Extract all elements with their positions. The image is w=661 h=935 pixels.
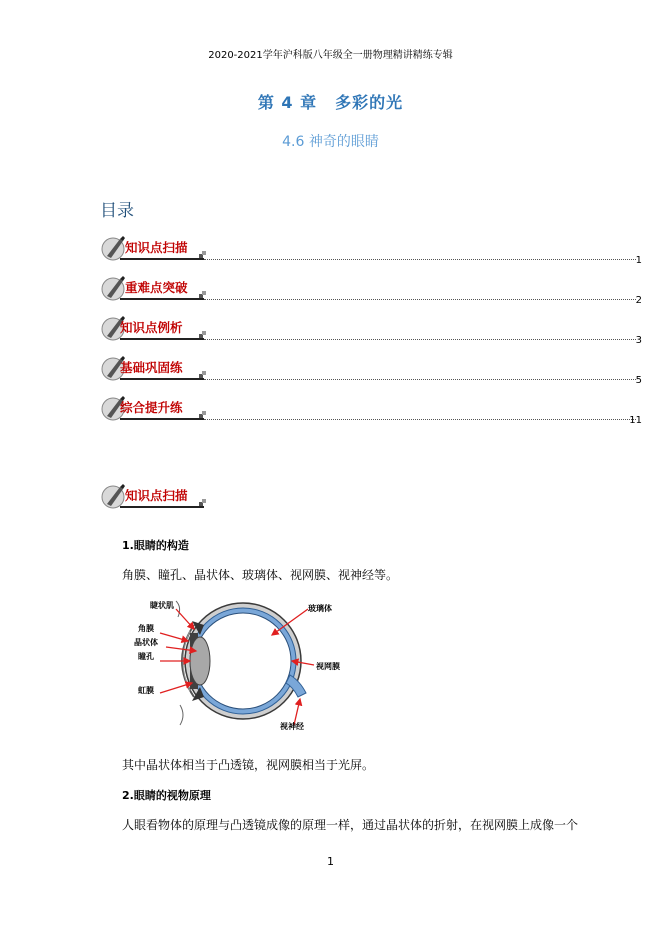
corner-mark-icon: [199, 291, 206, 298]
toc-dot-leader: [204, 379, 636, 380]
toc-item[interactable]: [100, 392, 642, 426]
heading-eye-structure: 1.眼睛的构造: [122, 539, 189, 552]
label-pupil: 瞳孔: [138, 651, 154, 661]
toc-item[interactable]: [100, 232, 642, 266]
arrow-ciliary: [176, 609, 194, 629]
paragraph-eye-parts: 角膜、瞳孔、晶状体、玻璃体、视网膜、视神经等。: [122, 568, 399, 582]
badge-underline: [120, 298, 204, 300]
toc-page-number: 11: [629, 415, 642, 426]
toc-item-label: 综合提升练: [120, 400, 183, 415]
badge-underline: [120, 338, 204, 340]
badge-underline: [120, 418, 204, 420]
toc-item-label: 基础巩固练: [120, 360, 183, 375]
label-cornea: 角膜: [138, 623, 154, 633]
label-iris: 虹膜: [138, 685, 154, 695]
toc-page-number: 1: [635, 255, 642, 266]
paragraph-vision-principle: 人眼看物体的原理与凸透镜成像的原理一样，通过晶状体的折射，在视网膜上成像一个: [122, 818, 579, 832]
toc-item-label: 重难点突破: [125, 280, 188, 295]
toc-dot-leader: [204, 339, 636, 340]
label-ciliary-muscle: 睫状肌: [150, 600, 174, 610]
toc-page-number: 2: [635, 295, 642, 306]
chapter-heading: [0, 90, 661, 113]
page-header: 2020-2021学年沪科版八年级全一册物理精讲精练专辑: [208, 50, 453, 61]
toc-badge: [100, 232, 204, 262]
chapter-title: 多彩的光: [335, 93, 404, 112]
label-optic-nerve: 视神经: [280, 721, 304, 731]
page-number: 1: [327, 855, 334, 868]
toc-dot-leader: [204, 419, 636, 420]
lens: [190, 637, 210, 685]
label-vitreous-body: 玻璃体: [308, 603, 332, 613]
toc-dot-leader: [204, 259, 636, 260]
toc-badge: [100, 392, 204, 422]
label-retina: 视网膜: [316, 661, 340, 671]
toc-page-number: 5: [635, 375, 642, 386]
corner-mark-icon: [199, 331, 206, 338]
section-title: 4.6 神奇的眼睛: [282, 134, 379, 150]
corner-mark-icon: [199, 251, 206, 258]
toc-title: 目录: [100, 201, 134, 221]
toc-item[interactable]: [100, 312, 642, 346]
arrow-cornea: [160, 633, 188, 641]
badge-underline: [120, 258, 204, 260]
toc-item-label: 知识点扫描: [125, 240, 188, 255]
toc-dot-leader: [204, 299, 636, 300]
toc-page-number: 3: [635, 335, 642, 346]
corner-mark-icon: [199, 371, 206, 378]
label-lens: 晶状体: [134, 637, 158, 647]
eye-diagram: [130, 595, 370, 745]
arrow-iris: [160, 683, 192, 693]
toc-badge: [100, 272, 204, 302]
toc-item[interactable]: [100, 352, 642, 386]
toc-item-label: 知识点例析: [120, 320, 183, 335]
toc-badge: [100, 312, 204, 342]
corner-mark-icon: [199, 499, 206, 506]
paragraph-lens-analogy: 其中晶状体相当于凸透镜，视网膜相当于光屏。: [122, 758, 375, 772]
badge-underline: [120, 506, 204, 508]
corner-mark-icon: [199, 411, 206, 418]
section-badge: [100, 480, 204, 510]
toc-item[interactable]: [100, 272, 642, 306]
heading-vision-principle: 2.眼睛的视物原理: [122, 789, 211, 802]
section-badge-label: 知识点扫描: [125, 488, 188, 503]
toc-badge: [100, 352, 204, 382]
badge-underline: [120, 378, 204, 380]
chapter-number: 第 4 章: [257, 93, 318, 112]
